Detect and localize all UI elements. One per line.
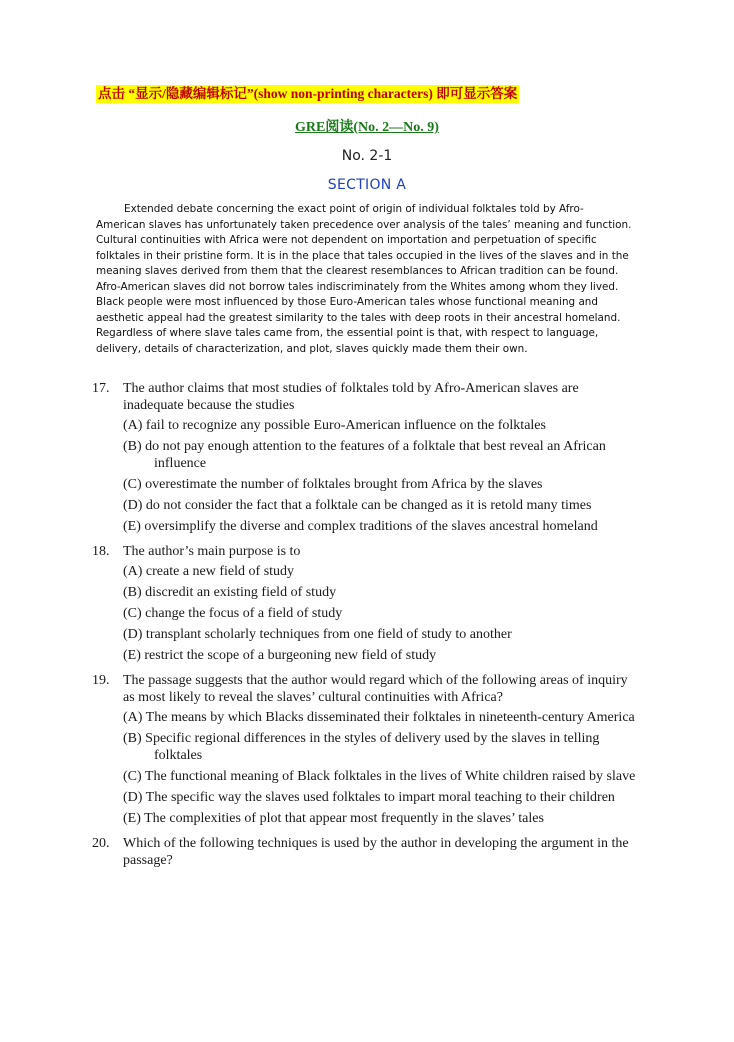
answer-option[interactable]: (B) Specific regional differences in the styles of delivery used by the slaves in telling folktales	[123, 731, 600, 763]
question-number: 17.	[92, 381, 110, 396]
section-heading: SECTION A	[327, 177, 407, 193]
answer-option[interactable]: (E) The complexities of plot that appear most frequently in the slaves’ tales	[123, 811, 544, 826]
answer-options	[123, 417, 640, 535]
answer-option[interactable]: (D) The specific way the slaves used folktales to impart moral teaching to their children	[123, 790, 615, 805]
question-text: The passage suggests that the author would regard which of the following areas of inquiry as most likely to reveal the slaves’ cultural continuities with Africa?	[123, 673, 628, 705]
title-link[interactable]: GRE阅读(No. 2—No. 9)	[295, 120, 439, 135]
answer-option[interactable]: (A) fail to recognize any possible Euro-American influence on the folktales	[123, 418, 546, 433]
question-text: The author’s main purpose is to	[123, 544, 301, 559]
question-stem	[92, 543, 640, 560]
answer-option[interactable]: (E) oversimplify the diverse and complex traditions of the slaves ancestral homeland	[123, 519, 598, 534]
passage-text: Extended debate concerning the exact point of origin of individual folktales told by Afro-American slaves has unfortunately taken precedence over analysis of the tales’ meaning and function. Cultural continuities with Africa were not dependent on importation and perpetuation of specific folktales in their pristine form. It is in the place that tales occupied in the lives of the slaves and in the meaning slaves derived from them that the clearest resemblances to African tradition can be found. Afro-American slaves did not borrow tales indiscriminately from the Whites among whom they lived. Black people were most influenced by those Euro-American tales whose functional meaning and aesthetic appeal had the greatest similarity to the tales with deep roots in their ancestral homeland. Regardless of where slave tales came from, the essential point is that, with respect to language, delivery, details of characterization, and plot, slaves quickly made them their own.	[96, 203, 632, 355]
answer-option[interactable]: (C) overestimate the number of folktales brought from Africa by the slaves	[123, 477, 543, 492]
question-stem	[92, 380, 640, 414]
question-number: 18.	[92, 544, 110, 559]
answer-options	[123, 563, 640, 664]
question-18	[92, 543, 640, 664]
answer-option[interactable]: (A) The means by which Blacks disseminated their folktales in nineteenth-century America	[123, 710, 635, 725]
answer-option[interactable]: (E) restrict the scope of a burgeoning new field of study	[123, 648, 437, 663]
question-19	[92, 672, 640, 827]
question-stem	[92, 835, 640, 869]
answer-option[interactable]: (B) discredit an existing field of study	[123, 585, 337, 600]
answer-option[interactable]: (A) create a new field of study	[123, 564, 295, 579]
answer-option[interactable]: (D) do not consider the fact that a folktale can be changed as it is retold many times	[123, 498, 592, 513]
answer-option[interactable]: (B) do not pay enough attention to the features of a folktale that best reveal an African influence	[123, 439, 606, 471]
answer-option[interactable]: (D) transplant scholarly techniques from one field of study to another	[123, 627, 512, 642]
answer-options	[123, 709, 640, 827]
passage-number: No. 2-1	[341, 148, 393, 164]
question-number: 19.	[92, 673, 110, 688]
question-17	[92, 380, 640, 535]
question-stem	[92, 672, 640, 706]
question-list	[92, 380, 640, 877]
answer-option[interactable]: (C) change the focus of a field of study	[123, 606, 343, 621]
instruction-banner: 点击 “显示/隐藏编辑标记”(show non-printing characters) 即可显示答案	[98, 86, 518, 101]
answer-option[interactable]: (C) The functional meaning of Black folktales in the lives of White children raised by slave	[123, 769, 636, 784]
question-number: 20.	[92, 836, 110, 851]
question-text: The author claims that most studies of folktales told by Afro-American slaves are inadequate because the studies	[123, 381, 579, 413]
question-20	[92, 835, 640, 869]
question-text: Which of the following techniques is used by the author in developing the argument in the passage?	[123, 836, 629, 868]
